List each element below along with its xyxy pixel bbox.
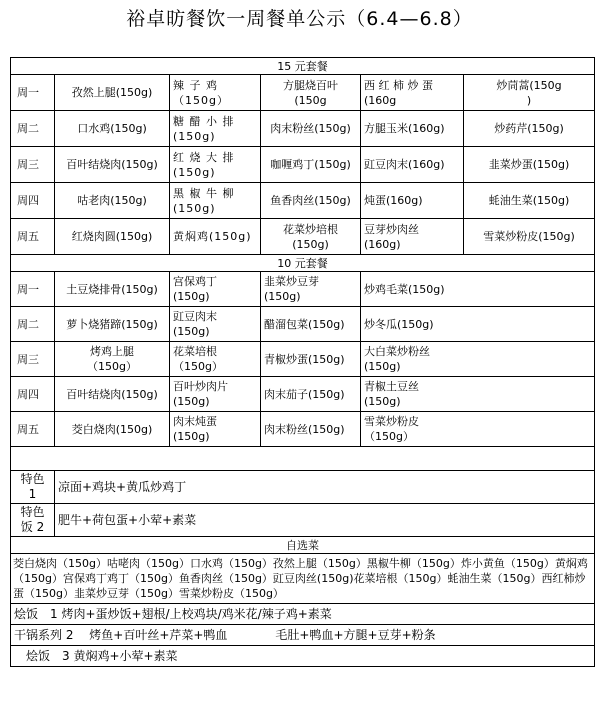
dish-cell: 大白菜炒粉丝 (150g) — [361, 342, 595, 377]
dish-cell: 炒鸡毛菜(150g) — [361, 272, 595, 307]
dish-cell: 宫保鸡丁 (150g) — [170, 272, 261, 307]
dish-cell: 炒药芹(150g) — [464, 111, 595, 147]
section-header-15: 15 元套餐 — [11, 58, 595, 75]
dish-cell: 雪菜炒粉皮 （150g） — [361, 412, 595, 447]
dish-cell: 肉末茄子(150g) — [261, 377, 361, 412]
day-cell: 周二 — [11, 111, 55, 147]
dish-cell: 炒茼蒿(150g ) — [464, 75, 595, 111]
table-row — [11, 147, 595, 183]
dish-cell: 口水鸡(150g) — [55, 111, 170, 147]
special-row — [11, 471, 595, 504]
section-header-row — [11, 58, 595, 75]
table-row — [11, 377, 595, 412]
day-cell: 周一 — [11, 272, 55, 307]
dish-cell: 肉末粉丝(150g) — [261, 111, 361, 147]
table-row — [11, 183, 595, 219]
dish-cell: 豇豆肉末(160g) — [361, 147, 464, 183]
dish-cell: 咕老肉(150g) — [55, 183, 170, 219]
dish-cell: 花菜炒培根 (150g) — [261, 219, 361, 255]
combo-row — [11, 646, 595, 667]
combo-text: 烩饭 3 黄焖鸡+小荤+素菜 — [11, 646, 595, 667]
blank-cell — [11, 447, 595, 471]
optional-dishes: 茭白烧肉（150g）咕咾肉（150g）口水鸡（150g）孜然上腿（150g）黑椒牛柳（150g）炸小黄鱼（150g）黄焖鸡（150g）宫保鸡丁鸡丁（150g）鱼香肉丝（150g）豇豆肉丝(150g)花菜培根（150g）蚝油生菜（150g）西红柿炒蛋（150g）韭菜炒豆芽（150g）雪菜炒粉皮（150g） — [11, 554, 595, 604]
combo-text: 干锅系列 2 烤鱼+百叶丝+芹菜+鸭血 毛肚+鸭血+方腿+豆芽+粉条 — [11, 625, 595, 646]
dish-cell: 西 红 柿 炒 蛋 (160g — [361, 75, 464, 111]
dish-cell: 黄焖鸡(150g) — [170, 219, 261, 255]
dish-cell: 红烧肉圆(150g) — [55, 219, 170, 255]
table-row — [11, 342, 595, 377]
table-row — [11, 75, 595, 111]
dish-cell: 雪菜炒粉皮(150g) — [464, 219, 595, 255]
day-cell: 周三 — [11, 342, 55, 377]
dish-cell: 蚝油生菜(150g) — [464, 183, 595, 219]
dish-cell: 萝卜烧猪蹄(150g) — [55, 307, 170, 342]
section-header-10: 10 元套餐 — [11, 255, 595, 272]
menu-table — [10, 57, 595, 667]
dish-cell: 鱼香肉丝(150g) — [261, 183, 361, 219]
day-cell: 周四 — [11, 183, 55, 219]
day-cell: 周二 — [11, 307, 55, 342]
dish-cell: 方腿玉米(160g) — [361, 111, 464, 147]
dish-cell: 烤鸡上腿 （150g） — [55, 342, 170, 377]
table-row — [11, 412, 595, 447]
page-title: 裕卓昉餐饮一周餐单公示（6.4—6.8） — [126, 8, 473, 30]
dish-cell: 花菜培根 （150g） — [170, 342, 261, 377]
dish-cell: 糖 醋 小 排 (150g) — [170, 111, 261, 147]
special-label: 特色 饭 2 — [11, 504, 55, 537]
blank-row — [11, 447, 595, 471]
dish-cell: 韭菜炒豆芽 (150g) — [261, 272, 361, 307]
dish-cell: 醋溜包菜(150g) — [261, 307, 361, 342]
dish-cell: 土豆烧排骨(150g) — [55, 272, 170, 307]
special-text: 肥牛+荷包蛋+小荤+素菜 — [55, 504, 595, 537]
day-cell: 周三 — [11, 147, 55, 183]
dish-cell: 方腿烧百叶 (150g — [261, 75, 361, 111]
table-row — [11, 111, 595, 147]
dish-cell: 孜然上腿(150g) — [55, 75, 170, 111]
combo-row — [11, 625, 595, 646]
special-label: 特色 1 — [11, 471, 55, 504]
dish-cell: 肉末炖蛋 (150g) — [170, 412, 261, 447]
day-cell: 周一 — [11, 75, 55, 111]
dish-cell: 百叶结烧肉(150g) — [55, 147, 170, 183]
day-cell: 周五 — [11, 219, 55, 255]
dish-cell: 韭菜炒蛋(150g) — [464, 147, 595, 183]
dish-cell: 红 烧 大 排 (150g) — [170, 147, 261, 183]
dish-cell: 肉末粉丝(150g) — [261, 412, 361, 447]
optional-row — [11, 554, 595, 604]
dish-cell: 百叶结烧肉(150g) — [55, 377, 170, 412]
section-header-optional: 自选菜 — [11, 537, 595, 554]
combo-text: 烩饭 1 烤肉+蛋炒饭+翅根/上校鸡块/鸡米花/辣子鸡+素菜 — [11, 604, 595, 625]
table-row — [11, 272, 595, 307]
dish-cell: 青椒土豆丝 (150g) — [361, 377, 595, 412]
table-row — [11, 219, 595, 255]
dish-cell: 豆芽炒肉丝 (160g) — [361, 219, 464, 255]
special-row — [11, 504, 595, 537]
dish-cell: 辣 子 鸡 （150g） — [170, 75, 261, 111]
dish-cell: 炒冬瓜(150g) — [361, 307, 595, 342]
day-cell: 周四 — [11, 377, 55, 412]
dish-cell: 咖喱鸡丁(150g) — [261, 147, 361, 183]
dish-cell: 炖蛋(160g) — [361, 183, 464, 219]
combo-row — [11, 604, 595, 625]
dish-cell: 豇豆肉末 (150g) — [170, 307, 261, 342]
table-row — [11, 307, 595, 342]
dish-cell: 黑 椒 牛 柳 (150g) — [170, 183, 261, 219]
dish-cell: 茭白烧肉(150g) — [55, 412, 170, 447]
dish-cell: 青椒炒蛋(150g) — [261, 342, 361, 377]
section-header-row — [11, 255, 595, 272]
special-text: 凉面+鸡块+黄瓜炒鸡丁 — [55, 471, 595, 504]
day-cell: 周五 — [11, 412, 55, 447]
section-header-row — [11, 537, 595, 554]
dish-cell: 百叶炒肉片 (150g) — [170, 377, 261, 412]
